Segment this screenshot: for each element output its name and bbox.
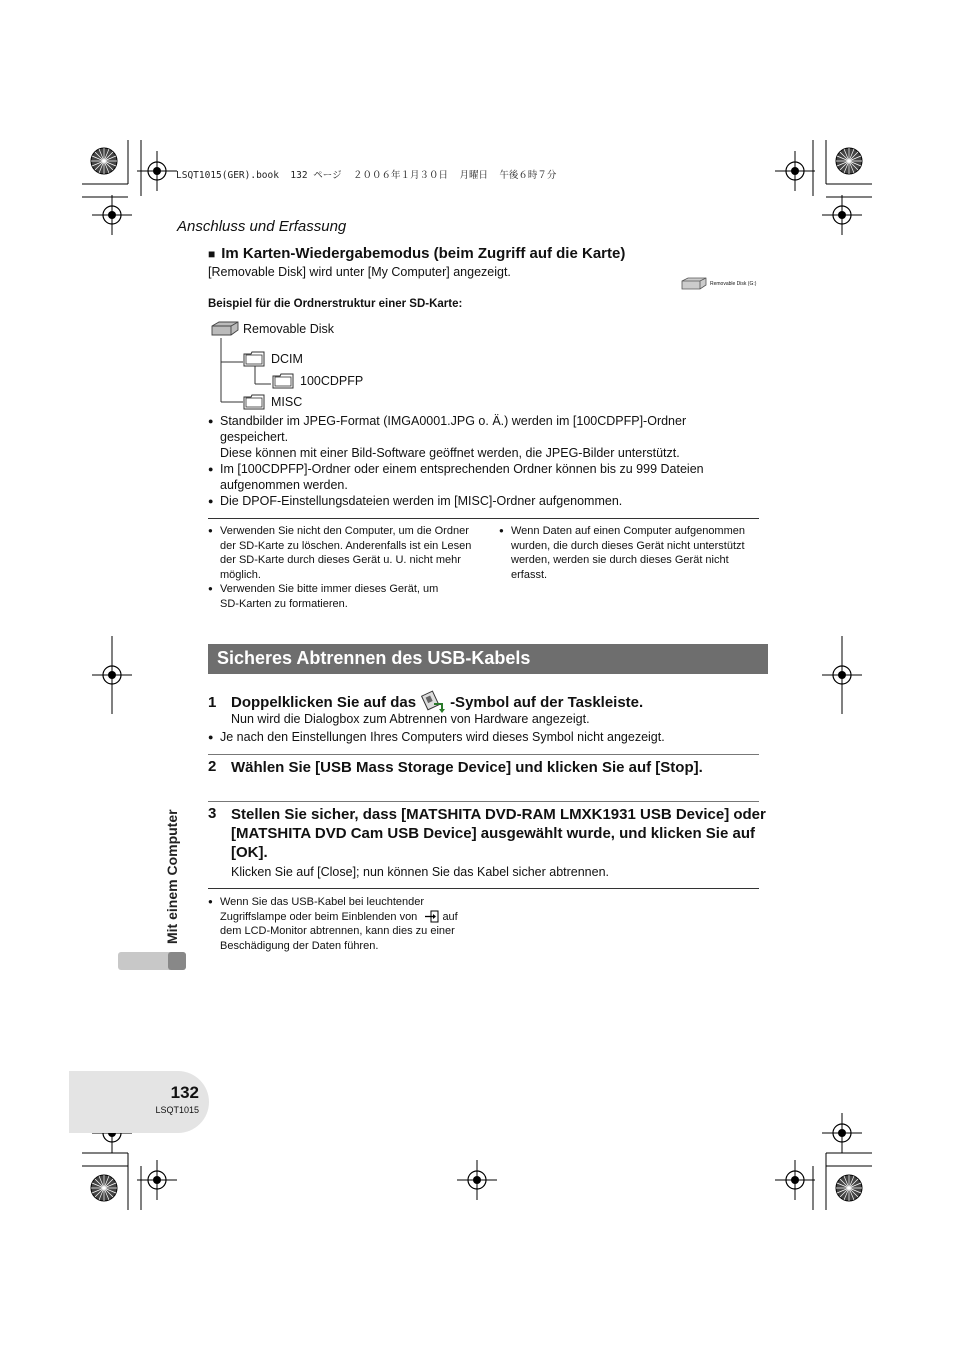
usb-section-banner — [208, 644, 768, 674]
tree-root-label: Removable Disk — [243, 322, 335, 336]
tree-folder-sub — [272, 373, 363, 389]
note-left-1 — [208, 524, 478, 582]
page-number: 132 — [170, 1083, 199, 1102]
usb-section-banner-title: Sicheres Abtrennen des USB-Kabels — [217, 648, 531, 668]
drive-icon — [210, 321, 240, 337]
tree-folder-misc — [243, 394, 302, 410]
bullet-icon: ● — [208, 416, 214, 426]
folder-icon — [272, 373, 294, 389]
tree-folder-misc-label: MISC — [271, 395, 303, 409]
model-code: LSQT1015 — [155, 1105, 199, 1115]
step-divider-1 — [208, 754, 759, 755]
tree-root — [210, 321, 334, 337]
step-1-title-before: Doppelklicken Sie auf das — [231, 693, 417, 711]
bullet-icon: ● — [499, 526, 504, 535]
card-bullet-1-text: Standbilder im JPEG-Format (IMGA0001.JPG o. Ä.) werden im [100CDPFP]-Ordner gespeichert. Diese können mit einer Bild-Software geöffnet werden, die JPEG-Bilder unterstützt. — [220, 414, 687, 460]
bullet-icon: ● — [208, 464, 214, 474]
safely-remove-hardware-icon — [420, 690, 446, 714]
usb-note — [208, 895, 458, 953]
note-right-1-text: Wenn Daten auf einen Computer aufgenommen wurden, die durch dieses Gerät nicht unterstützt werden, werden sie durch dieses Gerät nicht erfasst. — [511, 525, 745, 581]
card-bullet-1 — [208, 413, 748, 461]
removable-disk-icon-label — [680, 277, 756, 291]
usb-note-text-after: auf dem LCD-Monitor abtrennen, kann dies zu einer Beschädigung der Daten führen. — [220, 910, 458, 952]
card-mode-heading — [208, 245, 625, 262]
tree-folder-dcim — [243, 351, 303, 367]
step-1 — [208, 690, 768, 726]
drive-icon — [680, 277, 708, 291]
bullet-icon: ● — [208, 496, 214, 506]
step-3-number: 3 — [208, 805, 217, 822]
bullet-icon: ● — [208, 526, 213, 535]
side-tab-text: Mit einem Computer — [164, 809, 180, 944]
page-number-tab — [69, 1071, 209, 1133]
note-left-2-text: Verwenden Sie bitte immer dieses Gerät, um SD-Karten zu formatieren. — [220, 583, 439, 610]
card-bullet-3 — [208, 493, 748, 509]
step-3 — [208, 805, 768, 879]
bullet-icon: ● — [208, 584, 213, 593]
note-left-1-text: Verwenden Sie nicht den Computer, um die Ordner der SD-Karte zu löschen. Anderenfalls ist ein Lesen der SD-Karte durch dieses Gerät u. U. nicht mehr möglich. — [220, 525, 472, 581]
drive-label: Removable Disk (G:) — [710, 281, 757, 287]
step-3-title: Stellen Sie sicher, dass [MATSHITA DVD-RAM LMXK1931 USB Device] oder [MATSHITA DVD Cam USB Device] ausgewählt wurde, und klicken Sie auf [OK]. — [231, 806, 766, 861]
example-heading: Beispiel für die Ordnerstruktur einer SD-Karte: — [208, 298, 463, 310]
note-right-1 — [499, 524, 754, 582]
card-bullet-2-text: Im [100CDPFP]-Ordner oder einem entsprechenden Ordner können bis zu 999 Dateien aufgenommen werden. — [220, 462, 704, 492]
step-3-sub: Klicken Sie auf [Close]; nun können Sie das Kabel sicher abtrennen. — [231, 865, 610, 879]
step-1-bullet — [208, 729, 748, 745]
section-title: Anschluss und Erfassung — [177, 218, 347, 235]
square-bullet-icon: ■ — [208, 247, 216, 261]
side-tab-marker — [118, 952, 186, 970]
folder-icon — [243, 394, 265, 410]
usb-note-text-before: Wenn Sie das USB-Kabel bei leuchtender Zugriffslampe oder beim Einblenden von — [220, 896, 425, 923]
tree-folder-dcim-label: DCIM — [271, 352, 303, 366]
card-bullet-3-text: Die DPOF-Einstellungsdateien werden im [MISC]-Ordner aufgenommen. — [220, 494, 623, 508]
step-1-number: 1 — [208, 693, 217, 711]
bullet-icon: ● — [208, 897, 213, 906]
step-2 — [208, 758, 768, 777]
step-2-title: Wählen Sie [USB Mass Storage Device] und klicken Sie auf [Stop]. — [231, 759, 703, 776]
step-1-bullet-text: Je nach den Einstellungen Ihres Computers wird dieses Symbol nicht angezeigt. — [220, 730, 665, 744]
folder-icon — [243, 351, 265, 367]
step-2-number: 2 — [208, 758, 217, 775]
card-mode-desc: [Removable Disk] wird unter [My Computer] angezeigt. — [208, 265, 511, 279]
notes-divider — [208, 518, 759, 519]
card-mode-heading-text: Im Karten-Wiedergabemodus (beim Zugriff auf die Karte) — [221, 245, 626, 262]
print-header: LSQT1015(GER).book 132 ページ ２００６年１月３０日 月曜日 午後６時７分 — [176, 170, 557, 181]
card-access-icon — [424, 910, 439, 923]
step-1-sub: Nun wird die Dialogbox zum Abtrennen von Hardware angezeigt. — [231, 712, 590, 726]
bullet-icon: ● — [208, 732, 214, 742]
notes-divider-2 — [208, 888, 759, 889]
note-left-2 — [208, 582, 458, 611]
card-bullet-2 — [208, 461, 748, 493]
step-1-title-after: -Symbol auf der Taskleiste. — [450, 693, 644, 711]
tree-folder-sub-label: 100CDPFP — [300, 374, 364, 388]
step-divider-2 — [208, 801, 759, 802]
